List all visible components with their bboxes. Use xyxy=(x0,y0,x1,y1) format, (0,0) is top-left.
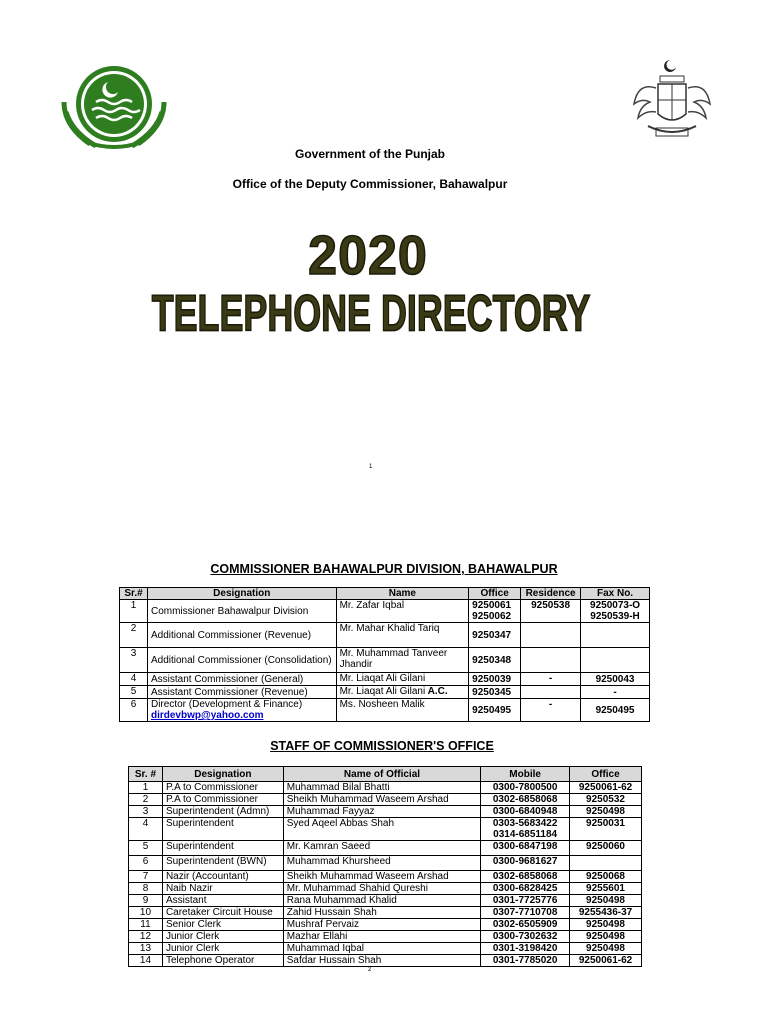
office-cell: 9250532 xyxy=(570,794,642,806)
name-cell: Mr. Mahar Khalid Tariq xyxy=(336,623,469,648)
designation-cell: Commissioner Bahawalpur Division xyxy=(147,600,336,623)
table-row xyxy=(129,794,642,806)
table-row xyxy=(120,600,650,623)
designation-cell: Director (Development & Finance) dirdevbwp@yahoo.com xyxy=(147,699,336,722)
fax-cell: 9250073-O 9250539-H xyxy=(581,600,650,623)
designation-cell: P.A to Commissioner xyxy=(162,794,283,806)
sr-cell: 5 xyxy=(120,686,148,699)
name-cell: Mr. Muhammad Shahid Qureshi xyxy=(283,883,480,895)
table-header-row xyxy=(129,767,642,782)
column-header: Office xyxy=(469,588,521,600)
table-row xyxy=(129,841,642,856)
table-row xyxy=(129,871,642,883)
section1-title: COMMISSIONER BAHAWALPUR DIVISION, BAHAWALPUR xyxy=(210,562,558,576)
mobile-cell: 0307-7710708 xyxy=(481,907,570,919)
office-cell: 9255436-37 xyxy=(570,907,642,919)
column-header: Sr.# xyxy=(120,588,148,600)
section2-title: STAFF OF COMMISSIONER'S OFFICE xyxy=(270,739,494,753)
sr-cell: 5 xyxy=(129,841,163,856)
mobile-cell: 0302-6505909 xyxy=(481,919,570,931)
table-row xyxy=(129,931,642,943)
office-cell: 9250068 xyxy=(570,871,642,883)
table-row xyxy=(129,955,642,967)
sr-cell: 10 xyxy=(129,907,163,919)
office-cell: 9255601 xyxy=(570,883,642,895)
mobile-cell: 0300-9681627 xyxy=(481,856,570,871)
office-heading: Office of the Deputy Commissioner, Bahawalpur xyxy=(232,177,508,191)
table-row xyxy=(129,856,642,871)
office-cell: 9250498 xyxy=(570,895,642,907)
designation-cell: Additional Commissioner (Consolidation) xyxy=(147,648,336,673)
punjab-emblem-logo xyxy=(56,62,172,154)
page-mark: 1 xyxy=(369,464,373,470)
office-cell: 9250039 xyxy=(469,673,521,686)
table-row xyxy=(129,907,642,919)
table-row xyxy=(120,623,650,648)
residence-cell xyxy=(521,623,581,648)
name-cell: Syed Aqeel Abbas Shah xyxy=(283,818,480,841)
designation-cell: Naib Nazir xyxy=(162,883,283,895)
designation-cell: Assistant Commissioner (General) xyxy=(147,673,336,686)
name-cell: Muhammad Iqbal xyxy=(283,943,480,955)
email-link[interactable]: dirdevbwp@yahoo.com xyxy=(150,710,264,721)
office-cell: 9250060 xyxy=(570,841,642,856)
mobile-cell: 0301-3198420 xyxy=(481,943,570,955)
mobile-cell: 0300-6840948 xyxy=(481,806,570,818)
office-cell: 9250347 xyxy=(469,623,521,648)
name-cell: Muhammad Fayyaz xyxy=(283,806,480,818)
table-row xyxy=(120,648,650,673)
sr-cell: 11 xyxy=(129,919,163,931)
name-cell: Mr. Liaqat Ali Gilani xyxy=(336,673,469,686)
column-header: Office xyxy=(570,767,642,782)
sr-cell: 1 xyxy=(129,782,163,794)
name-cell: Ms. Nosheen Malik xyxy=(336,699,469,722)
designation-cell: Telephone Operator xyxy=(162,955,283,967)
office-cell xyxy=(570,856,642,871)
mobile-cell: 0300-6828425 xyxy=(481,883,570,895)
sr-cell: 12 xyxy=(129,931,163,943)
fax-cell xyxy=(581,648,650,673)
table-row xyxy=(120,699,650,722)
column-header: Sr. # xyxy=(129,767,163,782)
sr-cell: 2 xyxy=(120,623,148,648)
name-cell: Mazhar Ellahi xyxy=(283,931,480,943)
mobile-cell: 0302-6858068 xyxy=(481,794,570,806)
designation-cell: Assistant xyxy=(162,895,283,907)
name-cell: Safdar Hussain Shah xyxy=(283,955,480,967)
designation-cell: Superintendent xyxy=(162,818,283,841)
name-cell: Mr. Muhammad Tanveer Jhandir xyxy=(336,648,469,673)
column-header: Name of Official xyxy=(283,767,480,782)
fax-cell: 9250043 xyxy=(581,673,650,686)
designation-cell: Superintendent (BWN) xyxy=(162,856,283,871)
sr-cell: 4 xyxy=(120,673,148,686)
sr-cell: 13 xyxy=(129,943,163,955)
residence-cell xyxy=(521,686,581,699)
staff-table xyxy=(128,766,642,967)
sr-cell: 1 xyxy=(120,600,148,623)
designation-cell: P.A to Commissioner xyxy=(162,782,283,794)
designation-cell: Superintendent xyxy=(162,841,283,856)
residence-cell: 9250538 xyxy=(521,600,581,623)
mobile-cell: 0303-5683422 0314-6851184 xyxy=(481,818,570,841)
sr-cell: 4 xyxy=(129,818,163,841)
sr-cell: 7 xyxy=(129,871,163,883)
office-cell: 9250498 xyxy=(570,943,642,955)
commissioner-table xyxy=(119,587,650,722)
mobile-cell: 0300-7302632 xyxy=(481,931,570,943)
page-mark: 2 xyxy=(368,967,372,973)
name-cell: Sheikh Muhammad Waseem Arshad xyxy=(283,871,480,883)
table-row xyxy=(120,686,650,699)
sr-cell: 6 xyxy=(129,856,163,871)
column-header: Name xyxy=(336,588,469,600)
mobile-cell: 0301-7785020 xyxy=(481,955,570,967)
table-row xyxy=(129,919,642,931)
sr-cell: 8 xyxy=(129,883,163,895)
office-cell: 9250061 9250062 xyxy=(469,600,521,623)
name-cell: Muhammad Khursheed xyxy=(283,856,480,871)
directory-title: TELEPHONE DIRECTORY xyxy=(151,284,591,342)
column-header: Designation xyxy=(162,767,283,782)
fax-cell xyxy=(581,623,650,648)
name-cell: Muhammad Bilal Bhatti xyxy=(283,782,480,794)
office-cell: 9250498 xyxy=(570,919,642,931)
table-row xyxy=(120,673,650,686)
name-cell: Rana Muhammad Khalid xyxy=(283,895,480,907)
sr-cell: 3 xyxy=(129,806,163,818)
office-cell: 9250061-62 xyxy=(570,782,642,794)
table-row xyxy=(129,883,642,895)
mobile-cell: 0301-7725776 xyxy=(481,895,570,907)
name-cell: Mr. Zafar Iqbal xyxy=(336,600,469,623)
column-header: Designation xyxy=(147,588,336,600)
table-row xyxy=(129,895,642,907)
column-header: Mobile xyxy=(481,767,570,782)
office-cell: 9250498 xyxy=(570,931,642,943)
fax-cell: 9250495 xyxy=(581,699,650,722)
mobile-cell: 0302-6858068 xyxy=(481,871,570,883)
government-heading: Government of the Punjab xyxy=(294,147,445,161)
office-cell: 9250498 xyxy=(570,806,642,818)
office-cell: 9250061-62 xyxy=(570,955,642,967)
designation-cell: Superintendent (Admn) xyxy=(162,806,283,818)
table-header-row xyxy=(120,588,650,600)
designation-cell: Junior Clerk xyxy=(162,931,283,943)
designation-cell: Junior Clerk xyxy=(162,943,283,955)
sr-cell: 9 xyxy=(129,895,163,907)
table-row xyxy=(129,806,642,818)
mobile-cell: 0300-6847198 xyxy=(481,841,570,856)
name-cell: Mr. Liaqat Ali Gilani A.C. xyxy=(336,686,469,699)
office-cell: 9250495 xyxy=(469,699,521,722)
sr-cell: 2 xyxy=(129,794,163,806)
column-header: Residence xyxy=(521,588,581,600)
table-row xyxy=(129,782,642,794)
name-cell: Mushraf Pervaiz xyxy=(283,919,480,931)
designation-cell: Caretaker Circuit House xyxy=(162,907,283,919)
bahawalpur-emblem-logo xyxy=(630,58,714,148)
designation-cell: Senior Clerk xyxy=(162,919,283,931)
name-cell: Sheikh Muhammad Waseem Arshad xyxy=(283,794,480,806)
mobile-cell: 0300-7800500 xyxy=(481,782,570,794)
sr-cell: 3 xyxy=(120,648,148,673)
name-suffix: A.C. xyxy=(425,686,448,697)
residence-cell xyxy=(521,648,581,673)
office-cell: 9250348 xyxy=(469,648,521,673)
name-cell: Mr. Kamran Saeed xyxy=(283,841,480,856)
name-cell: Zahid Hussain Shah xyxy=(283,907,480,919)
office-cell: 9250345 xyxy=(469,686,521,699)
office-cell: 9250031 xyxy=(570,818,642,841)
fax-cell: - xyxy=(581,686,650,699)
sr-cell: 6 xyxy=(120,699,148,722)
designation-cell: Nazir (Accountant) xyxy=(162,871,283,883)
year-title: 2020 xyxy=(308,225,428,287)
column-header: Fax No. xyxy=(581,588,650,600)
designation-cell: Additional Commissioner (Revenue) xyxy=(147,623,336,648)
designation-cell: Assistant Commissioner (Revenue) xyxy=(147,686,336,699)
residence-cell: - xyxy=(521,699,581,722)
table-row xyxy=(129,818,642,841)
sr-cell: 14 xyxy=(129,955,163,967)
table-row xyxy=(129,943,642,955)
residence-cell: - xyxy=(521,673,581,686)
